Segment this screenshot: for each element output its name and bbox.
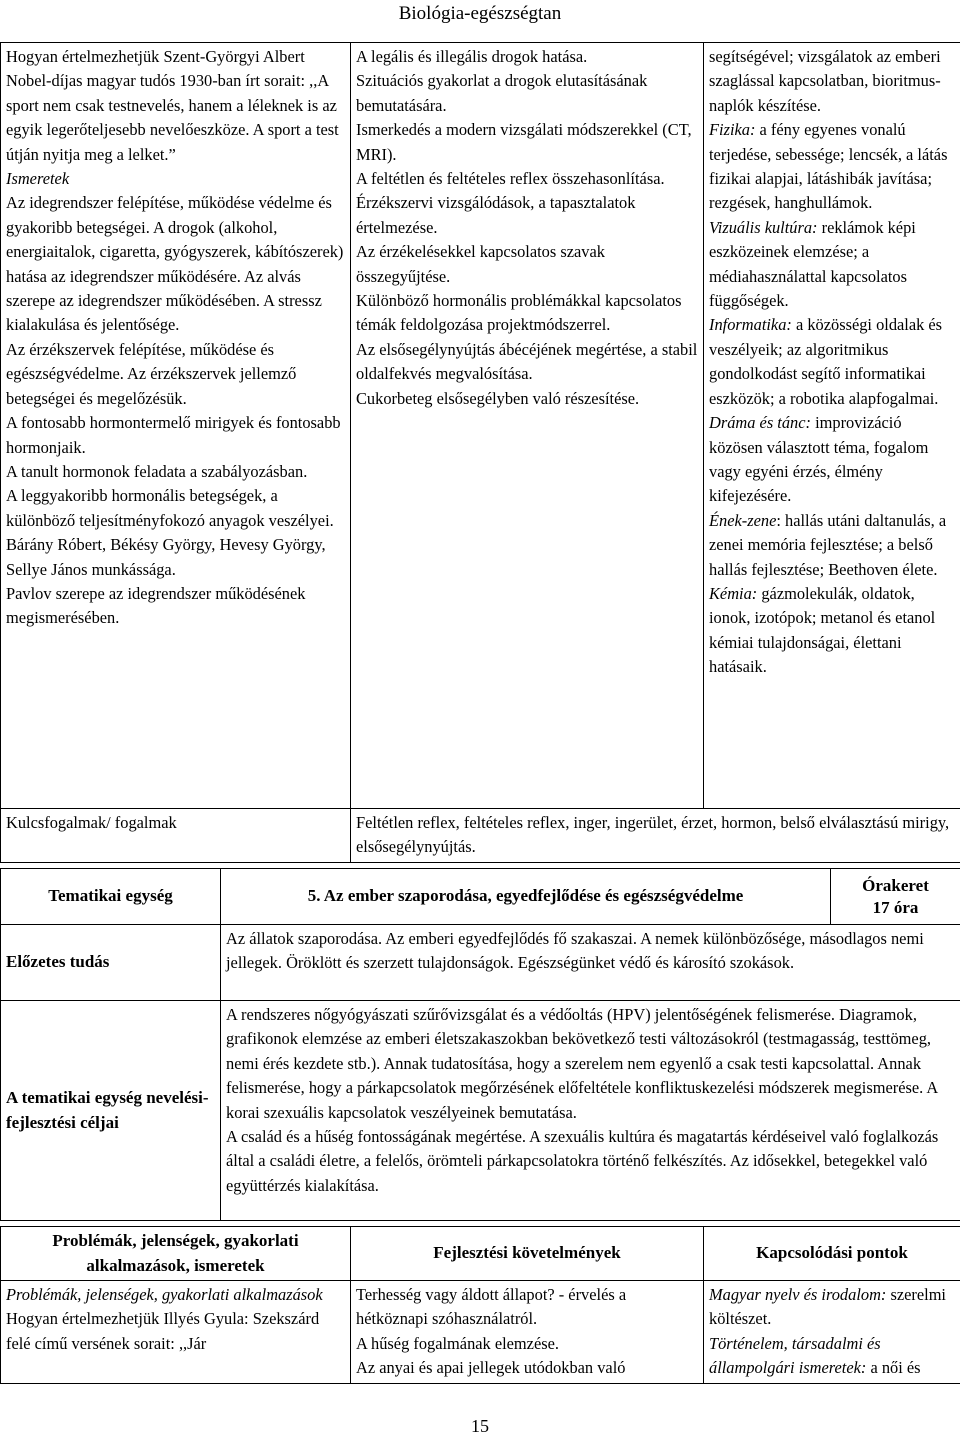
col-header-kapcsolodasi: Kapcsolódási pontok: [704, 1227, 960, 1281]
tematikai-label: Tematikai egység: [1, 869, 221, 925]
page-header: Biológia-egészségtan: [398, 3, 562, 24]
problemak-table: [0, 1226, 960, 1384]
fejlesztesi-item: Az anyai és apai jellegek utódokban való: [356, 1358, 626, 1378]
fejlesztesi-item: A feltétlen és feltételes reflex összehasonlítása.: [356, 169, 665, 189]
subject-label: Vizuális kultúra:: [709, 217, 818, 237]
fejlesztesi-item: A legális és illegális drogok hatása.: [356, 47, 588, 66]
kapcsolodasi-item: [709, 582, 955, 680]
subject-text: a női és: [866, 1358, 921, 1378]
kapcsolodasi-item: [709, 118, 955, 216]
subject-label: Kémia:: [709, 583, 758, 603]
ismeret-item: Az idegrendszer felépítése, működése védelme és gyakoribb betegségei. A drogok (alkohol, energiaitalok, cigaretta, gyógyszerek, kábítószerek) hatása az idegrendszer működésére. Az alvás szerepe az idegrendszer működésében. A stressz kialakulása és jelentősége.: [6, 193, 344, 335]
fejlesztesi-item: Különböző hormonális problémákkal kapcsolatos témák feldolgozása projektmódszerrel.: [356, 291, 682, 335]
subject-label: Történelem, társadalmi és állampolgári ismeretek:: [709, 1333, 881, 1378]
quote-text: Hogyan értelmezhetjük Szent-Györgyi Albert Nobel-díjas magyar tudós 1930-ban írt sorait: ,,A sport nem csak testnevelés, hanem a léleknek is az egyik legerőteljesebb nevelőeszköze. A sport a test útján nyitja meg a lelket.”: [6, 47, 339, 164]
fejlesztesi-item: Az elsősegélynyújtás ábécéjének megértése, a stabil oldalfekvés megvalósítása.: [356, 339, 698, 384]
celjai-label: A tematikai egység nevelési-fejlesztési céljai: [1, 1001, 221, 1221]
kapcsolodasi-cell: [704, 43, 960, 809]
problemak-label: Problémák, jelenségek, gyakorlati alkalmazások: [6, 1285, 323, 1304]
ismeretek-cell: [1, 43, 351, 809]
fejlesztesi-item: Az érzékelésekkel kapcsolatos szavak összegyűjtése.: [356, 242, 605, 286]
kapcsolodasi-item: [709, 313, 955, 411]
kapcsolodasi-intro: segítségével; vizsgálatok az emberi szaglással kapcsolatban, bioritmus-naplók készítése.: [709, 47, 941, 115]
fejlesztesi-cell: [351, 43, 704, 809]
subject-text: gázmolekulák, oldatok, ionok, izotópok; metanol és etanol kémiai tulajdonságai, élettani hatásaik.: [709, 583, 936, 677]
kulcsfogalmak-text-cell: [351, 809, 960, 863]
orakeret-label: Órakeret: [862, 875, 929, 895]
subject-text: improvizáció közösen választott téma, fogalom vagy egyéni érzés, élmény kifejezésére.: [709, 413, 929, 506]
content-table-top: [0, 42, 960, 863]
subject-text: a fény egyenes vonalú terjedése, sebessége; lencsék, a látás fizikai alapjai, látáshibák javítása; rezgések, hanghullámok.: [709, 120, 948, 213]
kapcsolodasi-item: [709, 1283, 955, 1332]
ismeretek-label: Ismeretek: [6, 169, 70, 189]
ismeret-item: A fontosabb hormontermelő mirigyek és fontosabb hormonjaik.: [6, 413, 341, 457]
subject-label: Dráma és tánc:: [709, 413, 811, 433]
ismeret-item: Bárány Róbert, Békésy György, Hevesy György, Sellye János munkássága.: [6, 535, 326, 579]
kapcsolodasi-item: [709, 509, 955, 582]
orakeret-cell: [831, 869, 960, 925]
page-number: 15: [471, 1416, 489, 1436]
kapcsolodasi-item: [709, 411, 955, 509]
ismeret-item: A tanult hormonok feladata a szabályozásban.: [6, 461, 308, 481]
kapcsolodasi-cell-2: [704, 1281, 960, 1384]
tematikai-table: [0, 868, 960, 1221]
subject-label: Magyar nyelv és irodalom:: [709, 1285, 887, 1304]
elozetes-text: Az állatok szaporodása. Az emberi egyedfejlődés fő szakaszai. A nemek különbözősége, másodlagos nemi jellegek. Öröklött és szerzett tulajdonságok. Egészségünket védő és károsító szokások.: [221, 925, 960, 1001]
fejlesztesi-cell-2: [351, 1281, 704, 1384]
kapcsolodasi-item: [709, 1332, 955, 1381]
problemak-cell: [1, 1281, 351, 1384]
fejlesztesi-item: Szituációs gyakorlat a drogok elutasításának bemutatására.: [356, 71, 648, 115]
elozetes-label: Előzetes tudás: [1, 925, 221, 1001]
celjai-paragraph: A család és a hűség fontosságának megértése. A szexuális kultúra és magatartás kérdéseivel való foglalkozás által a családi életre, a felelős, örömteli párkapcsolatokra történő felkészítés. Az idősekkel, betegekkel való együttérzés kialakítása.: [226, 1127, 939, 1195]
orakeret-value: 17 óra: [872, 897, 919, 917]
subject-label: Informatika:: [709, 315, 792, 335]
subject-text: : hallás utáni daltanulás, a zenei memória fejlesztése; a belső hallás fejlesztése; Beethoven élete.: [709, 510, 947, 579]
col-header-problemak: Problémák, jelenségek, gyakorlati alkalmazások, ismeretek: [1, 1227, 351, 1281]
subject-text: szerelmi költészet.: [709, 1285, 946, 1329]
fejlesztesi-item: Cukorbeteg elsősegélyben való részesítése.: [356, 388, 640, 408]
subject-text: a közösségi oldalak és veszélyeik; az algoritmikus gondolkodást segítő informatikai eszközök; a robotika alapfogalmai.: [709, 315, 943, 408]
ismeret-item: Az érzékszervek felépítése, működése és egészségvédelme. Az érzékszervek jellemző betegségei és megelőzésük.: [6, 339, 297, 408]
subject-label: Fizika:: [709, 120, 756, 140]
celjai-cell: [221, 1001, 960, 1221]
fejlesztesi-item: Terhesség vagy áldott állapot? - érvelés a hétköznapi szóhasználatról.: [356, 1285, 627, 1329]
kulcsfogalmak-label-cell: [1, 809, 351, 863]
subject-text: reklámok képi eszközeinek elemzése; a médiahasználattal kapcsolatos függőségek.: [709, 217, 916, 311]
fejlesztesi-item: A hűség fogalmának elemzése.: [356, 1333, 559, 1353]
subject-label: Ének-zene: [709, 510, 777, 530]
problemak-text: Hogyan értelmezhetjük Illyés Gyula: Szekszárd felé című versének sorait: ,,Jár: [6, 1309, 320, 1353]
ismeret-item: A leggyakoribb hormonális betegségek, a különböző teljesítményfokozó anyagok veszélyei.: [6, 486, 334, 530]
kulcsfogalmak-label: Kulcsfogalmak/ fogalmak: [6, 813, 177, 832]
ismeret-item: Pavlov szerepe az idegrendszer működésének megismerésében.: [6, 583, 306, 628]
kulcsfogalmak-text: Feltétlen reflex, feltételes reflex, inger, ingerület, érzet, hormon, belső elválasztású mirigy, elsősegélynyújtás.: [356, 813, 950, 857]
fejlesztesi-item: Érzékszervi vizsgálódások, a tapasztalatok értelmezése.: [356, 193, 636, 237]
col-header-fejlesztesi: Fejlesztési követelmények: [351, 1227, 704, 1281]
fejlesztesi-item: Ismerkedés a modern vizsgálati módszerekkel (CT, MRI).: [356, 120, 692, 164]
tematikai-title: 5. Az ember szaporodása, egyedfejlődése és egészségvédelme: [221, 869, 831, 925]
kapcsolodasi-item: [709, 216, 955, 314]
celjai-paragraph: A rendszeres nőgyógyászati szűrővizsgálat és a védőoltás (HPV) jelentőségének felismerése. Diagramok, grafikonok elemzése az emberi életszakaszokban bekövetkező testi változásokról (testmagasság, testtömeg, nemi érés kezdete stb.). Annak tudatosítása, hogy a szerelem nem egyenlő a csak testi kapcsolattal. Annak felismerése, hogy a párkapcsolatok megőrzésének előfeltétele konfliktuskezelési módszerek megismerése. A korai szexuális kapcsolatok veszélyeinek bemutatása.: [226, 1005, 938, 1122]
